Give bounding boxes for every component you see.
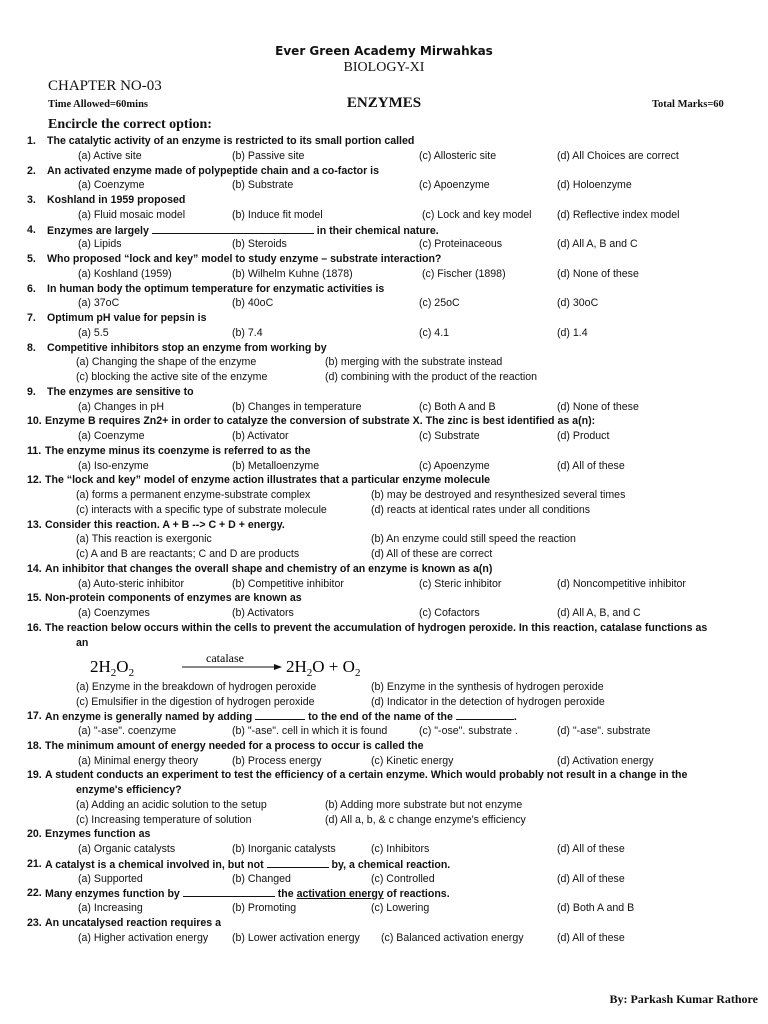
option[interactable]: (a) 37oC xyxy=(78,297,120,310)
option[interactable]: (d) All A, B and C xyxy=(557,238,638,251)
question xyxy=(0,444,768,474)
option[interactable]: (b) Substrate xyxy=(232,179,294,192)
option[interactable]: (b) Induce fit model xyxy=(232,208,323,221)
question-number: 16. xyxy=(27,621,42,634)
option[interactable]: (d) Indicator in the detection of hydrogen peroxide xyxy=(371,695,605,708)
option[interactable]: (a) Coenzymes xyxy=(78,607,150,619)
option[interactable]: (b) Changes in temperature xyxy=(232,400,362,413)
question-text: An activated enzyme made of polypeptide chain and a co-factor is xyxy=(47,164,380,177)
question xyxy=(0,827,768,857)
option[interactable]: (b) Competitive inhibitor xyxy=(232,577,344,590)
question-number: 17. xyxy=(27,710,42,723)
option[interactable]: (d) All Choices are correct xyxy=(557,149,679,162)
question xyxy=(0,311,768,341)
option[interactable]: (b) Activators xyxy=(232,607,294,619)
option[interactable]: (c) Cofactors xyxy=(419,607,480,619)
option[interactable]: (c) 25oC xyxy=(419,297,460,310)
option[interactable]: (d) All of these xyxy=(557,931,625,944)
option[interactable]: (c) Allosteric site xyxy=(419,149,497,162)
option[interactable]: (d) Holoenzyme xyxy=(557,179,632,192)
eq-products: $2H_2O + O_2$ xyxy=(286,657,361,680)
total-marks: Total Marks=60 xyxy=(652,99,724,110)
question-text: A catalyst is a chemical involved in, but not xyxy=(45,858,264,871)
question-text: of reactions. xyxy=(386,888,450,901)
question-text: in their chemical nature. xyxy=(316,224,439,237)
option[interactable]: (a) Increasing xyxy=(78,902,143,914)
question-number: 18. xyxy=(27,739,42,752)
option[interactable]: (c) "-ose". substrate . xyxy=(419,725,518,737)
equation-graphic xyxy=(88,650,408,680)
question-text: An uncatalysed reaction requires a xyxy=(45,916,222,929)
option[interactable]: (b) "-ase". cell in which it is found xyxy=(232,725,388,737)
question xyxy=(0,768,768,827)
option[interactable]: (b) An enzyme could still speed the reaction xyxy=(371,533,576,546)
underlined-term: activation energy xyxy=(296,888,384,901)
question-text: The minimum amount of energy needed for a process to occur is called the xyxy=(45,739,424,752)
option[interactable]: (a) Coenzyme xyxy=(78,179,145,192)
question-number: 5. xyxy=(27,253,36,265)
option[interactable]: (a) Organic catalysts xyxy=(78,843,176,855)
option[interactable]: (a) Active site xyxy=(78,149,142,162)
option[interactable]: (a) forms a permanent enzyme-substrate complex xyxy=(76,489,311,501)
question xyxy=(0,341,768,385)
option[interactable]: (c) Controlled xyxy=(371,872,435,885)
option[interactable]: (b) Activator xyxy=(232,430,289,442)
option[interactable]: (b) Enzyme in the synthesis of hydrogen peroxide xyxy=(371,680,604,693)
option[interactable]: (a) 5.5 xyxy=(78,326,109,339)
question xyxy=(0,916,768,946)
question-text: to the end of the name of the xyxy=(308,711,453,724)
option[interactable]: (b) Adding more substrate but not enzyme xyxy=(325,798,523,811)
eq-reactant: $2H_2O_2$ xyxy=(90,657,135,680)
option[interactable]: (d) 30oC xyxy=(557,297,599,310)
option[interactable]: (c) Inhibitors xyxy=(371,843,430,855)
option[interactable]: (d) None of these xyxy=(557,267,639,280)
question xyxy=(0,134,768,164)
question-text: In human body the optimum temperature for enzymatic activities is xyxy=(47,282,385,295)
question-text: The enzymes are sensitive to xyxy=(47,385,194,398)
option[interactable]: (b) 7.4 xyxy=(232,326,263,339)
question-number: 2. xyxy=(27,164,36,177)
question-number: 3. xyxy=(27,194,36,206)
option[interactable]: (b) Promoting xyxy=(232,902,297,914)
option[interactable]: (b) Process energy xyxy=(232,754,322,767)
option[interactable]: (b) Lower activation energy xyxy=(232,931,360,944)
eq-catalyst-label: catalase xyxy=(206,651,244,666)
option[interactable]: (b) Steroids xyxy=(232,238,287,251)
question xyxy=(0,739,768,769)
option[interactable]: (c) Lowering xyxy=(371,902,430,914)
question xyxy=(0,223,768,253)
option[interactable]: (a) Changing the shape of the enzyme xyxy=(76,356,257,369)
question-number: 6. xyxy=(27,282,36,295)
answer-blank[interactable] xyxy=(183,886,275,897)
option[interactable]: (d) Noncompetitive inhibitor xyxy=(557,577,686,590)
question xyxy=(0,164,768,194)
option[interactable]: (d) All of these xyxy=(557,872,625,885)
option[interactable]: (c) Lock and key model xyxy=(422,208,532,221)
option[interactable]: (d) All of these xyxy=(557,459,625,472)
author-credit: By: Parkash Kumar Rathore xyxy=(609,992,758,1006)
question xyxy=(0,282,768,312)
question-number: 11. xyxy=(27,444,42,457)
option[interactable]: (c) Both A and B xyxy=(419,400,496,413)
question-text: . xyxy=(513,711,517,724)
question-text: The “lock and key” model of enzyme action illustrates that a particular enzyme molecule xyxy=(45,474,491,487)
option[interactable]: (b) may be destroyed and resynthesized several times xyxy=(371,489,626,501)
option[interactable]: (a) Auto-steric inhibitor xyxy=(78,577,184,590)
question-text: by, a chemical reaction. xyxy=(331,858,451,871)
question-text: The catalytic activity of an enzyme is restricted to its small portion called xyxy=(47,135,415,147)
option[interactable]: (d) Activation energy xyxy=(557,754,654,767)
option[interactable]: (d) Reflective index model xyxy=(557,208,680,221)
question-number: 12. xyxy=(27,474,42,487)
option[interactable]: (d) "-ase". substrate xyxy=(557,725,651,737)
answer-blank[interactable] xyxy=(255,709,305,720)
option[interactable]: (a) Adding an acidic solution to the setup xyxy=(76,798,267,811)
option[interactable]: (a) Minimal energy theory xyxy=(78,754,199,767)
option[interactable]: (c) Proteinaceous xyxy=(419,238,503,251)
option[interactable]: (d) Both A and B xyxy=(557,902,635,914)
question-text: Enzyme B requires Zn2+ in order to catalyze the conversion of substrate X. The zinc is best identified as a(n): xyxy=(45,415,596,428)
question xyxy=(0,857,768,887)
option[interactable]: (b) Passive site xyxy=(232,149,305,162)
question-number: 1. xyxy=(27,135,36,147)
answer-blank[interactable] xyxy=(456,709,514,720)
question-text: A student conducts an experiment to test the efficiency of a certain enzyme. Which would probably not result in a change in the xyxy=(45,769,688,782)
question-text: Optimum pH value for pepsin is xyxy=(47,312,207,324)
question-text: Enzymes are largely xyxy=(47,224,149,237)
option[interactable]: (c) Kinetic energy xyxy=(371,754,454,767)
time-allowed: Time Allowed=60mins xyxy=(48,99,149,110)
option[interactable]: (d) 1.4 xyxy=(557,326,588,339)
instruction: Encircle the correct option: xyxy=(48,117,212,132)
option[interactable]: (d) Product xyxy=(557,430,610,442)
question-text: The reaction below occurs within the cells to prevent the accumulation of hydrogen peroxide. In this reaction, catalase functions as xyxy=(45,621,708,634)
question-number: 23. xyxy=(27,916,42,929)
question-number: 13. xyxy=(27,518,42,531)
reaction-equation xyxy=(0,650,768,680)
question xyxy=(0,621,768,710)
question xyxy=(0,562,768,592)
option[interactable]: (d) All of these xyxy=(557,843,625,855)
option[interactable]: (d) All a, b, & c change enzyme's efficiency xyxy=(325,813,526,826)
question-number: 15. xyxy=(27,592,42,605)
option[interactable]: (a) Lipids xyxy=(78,238,122,251)
option[interactable]: (c) Emulsifier in the digestion of hydrogen peroxide xyxy=(76,695,315,708)
option[interactable]: (a) Iso-enzyme xyxy=(78,459,149,472)
arrow-head-icon xyxy=(274,664,282,670)
option[interactable]: (c) Steric inhibitor xyxy=(419,577,502,590)
option[interactable]: (c) Balanced activation energy xyxy=(381,931,524,944)
option[interactable]: (a) Coenzyme xyxy=(78,430,145,442)
question-text: Who proposed “lock and key” model to study enzyme – substrate interaction? xyxy=(47,253,442,265)
question xyxy=(0,886,768,916)
option[interactable]: (b) 40oC xyxy=(232,297,274,310)
question-number: 20. xyxy=(27,828,42,841)
question-number: 19. xyxy=(27,769,42,782)
option[interactable]: (c) Apoenzyme xyxy=(419,179,490,192)
option[interactable]: (a) Enzyme in the breakdown of hydrogen peroxide xyxy=(76,680,317,693)
question xyxy=(0,193,768,223)
question xyxy=(0,385,768,415)
question-text: Consider this reaction. A + B --> C + D + energy. xyxy=(45,518,285,531)
question-list xyxy=(0,134,768,945)
question-text: enzyme's efficiency? xyxy=(76,784,182,796)
question-text: Competitive inhibitors stop an enzyme from working by xyxy=(47,341,327,354)
question-number: 7. xyxy=(27,312,36,324)
option[interactable]: (c) A and B are reactants; C and D are products xyxy=(76,548,300,560)
option[interactable]: (a) This reaction is exergonic xyxy=(76,533,212,546)
question-text: An enzyme is generally named by adding xyxy=(45,711,253,724)
option[interactable]: (a) Higher activation energy xyxy=(78,931,209,944)
question-text: an xyxy=(76,636,89,649)
option[interactable]: (c) interacts with a specific type of substrate molecule xyxy=(76,503,327,516)
answer-blank[interactable] xyxy=(152,223,314,234)
option[interactable]: (d) None of these xyxy=(557,400,639,413)
option[interactable]: (c) Increasing temperature of solution xyxy=(76,813,252,826)
question xyxy=(0,709,768,739)
school-name: Ever Green Academy Mirwahkas xyxy=(275,44,493,58)
question xyxy=(0,252,768,282)
option[interactable]: (d) All of these are correct xyxy=(371,548,493,560)
question-number: 22. xyxy=(27,887,42,900)
subject-title: BIOLOGY-XI xyxy=(343,60,425,75)
question xyxy=(0,473,768,517)
question-number: 10. xyxy=(27,415,42,428)
option[interactable]: (c) 4.1 xyxy=(419,326,450,339)
option[interactable]: (a) Fluid mosaic model xyxy=(78,208,186,221)
question xyxy=(0,414,768,444)
option[interactable]: (b) Metalloenzyme xyxy=(232,459,320,472)
question xyxy=(0,591,768,621)
question-number: 8. xyxy=(27,341,36,354)
question-text: Koshland in 1959 proposed xyxy=(47,194,186,206)
question-text: Enzymes function as xyxy=(45,828,151,841)
option[interactable]: (b) Wilhelm Kuhne (1878) xyxy=(232,267,353,280)
option[interactable]: (a) Changes in pH xyxy=(78,400,164,413)
option[interactable]: (c) Fischer (1898) xyxy=(422,267,506,280)
answer-blank[interactable] xyxy=(267,857,329,868)
option[interactable]: (d) All A, B, and C xyxy=(557,607,641,619)
question-number: 9. xyxy=(27,385,36,398)
question-number: 21. xyxy=(27,857,42,870)
question-number: 4. xyxy=(27,223,36,236)
question-text: the xyxy=(277,888,294,901)
option[interactable]: (a) Koshland (1959) xyxy=(78,267,172,280)
chapter-number: CHAPTER NO-03 xyxy=(48,78,162,94)
page-title: ENZYMES xyxy=(346,95,422,111)
option[interactable]: (a) Supported xyxy=(78,872,143,885)
option[interactable]: (a) "-ase". coenzyme xyxy=(78,725,177,737)
option[interactable]: (d) reacts at identical rates under all conditions xyxy=(371,503,591,516)
question-number: 14. xyxy=(27,562,42,575)
question-text: Non-protein components of enzymes are known as xyxy=(45,592,302,605)
option[interactable]: (d) combining with the product of the reaction xyxy=(325,371,537,383)
option[interactable]: (c) blocking the active site of the enzyme xyxy=(76,371,268,383)
question-text: Many enzymes function by xyxy=(45,888,180,901)
option[interactable]: (b) Changed xyxy=(232,872,291,885)
option[interactable]: (b) merging with the substrate instead xyxy=(325,356,503,369)
option[interactable]: (b) Inorganic catalysts xyxy=(232,843,336,855)
question-text: An inhibitor that changes the overall shape and chemistry of an enzyme is known as a(n) xyxy=(45,562,493,575)
question xyxy=(0,518,768,562)
option[interactable]: (c) Substrate xyxy=(419,430,480,442)
question-text: The enzyme minus its coenzyme is referred to as the xyxy=(45,444,311,457)
option[interactable]: (c) Apoenzyme xyxy=(419,459,490,472)
